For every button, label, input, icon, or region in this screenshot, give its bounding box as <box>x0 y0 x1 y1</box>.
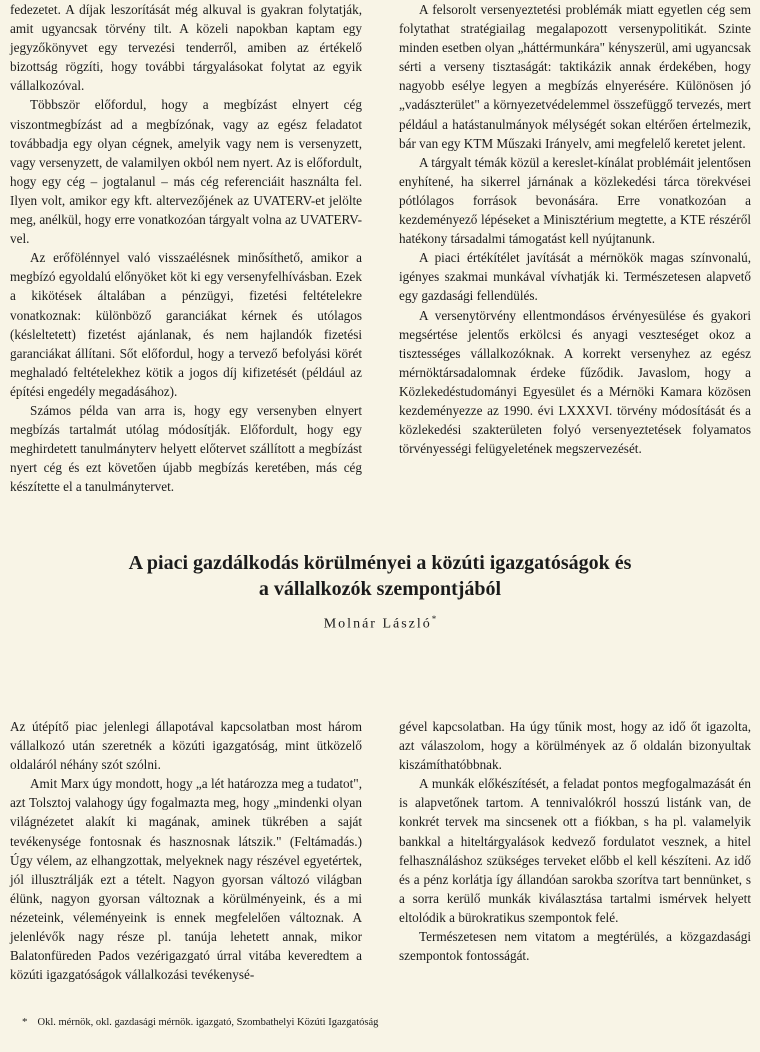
paragraph: gével kapcsolatban. Ha úgy tűnik most, hogy az idő őt igazolta, azt válaszolom, hogy a körülmények az ő oldalán bizonyultak kiszámíthatóbbnak. <box>399 719 751 773</box>
bottom-right-column <box>399 717 751 965</box>
author-name: Molnár László <box>323 616 432 632</box>
paragraph: A piaci értékítélet javítását a mérnökök magas színvonalú, igényes szakmai munkával vívhatják ki. Természetesen alapvető egy gazdasági fellendülés. <box>399 250 751 304</box>
top-left-column <box>10 0 362 496</box>
article-header <box>0 550 760 633</box>
footnote-text: Okl. mérnök, okl. gazdasági mérnök. igazgató, Szombathelyi Közúti Igazgatóság <box>37 1017 379 1028</box>
paragraph: Az útépítő piac jelenlegi állapotával kapcsolatban most három vállalkozó után szeretnék a közúti igazgatóság, mint ütközelő oldaláról néhány szót szólni. <box>10 719 362 773</box>
author-footnote-mark: * <box>431 614 437 624</box>
article-author <box>0 614 760 633</box>
paragraph: fedezetet. A díjak leszorítását még alkuval is gyakran folytatják, amit ugyancsak törvény tilt. A közeli napokban kaptam egy jegyzőkönyvet egy tervezési tenderről, amiben az értékelő bizottság rögzíti, hogy további tárgyalásokat folytat az egyik vállalkozóval. <box>10 2 362 94</box>
paragraph: Számos példa van arra is, hogy egy versenyben elnyert megbízás tartalmát utólag módosítják. Előfordult, hogy egy meghirdetett tanulmányterv helyett előtervet szállított a megbízást nyert cég és ezt követően újabb megbízás keretében, más cég készítette el a tanulmánytervet. <box>10 402 362 495</box>
footnote <box>22 1015 742 1030</box>
title-line-1: A piaci gazdálkodás körülményei a közúti igazgatóságok és <box>128 552 632 574</box>
paragraph: A munkák előkészítését, a feladat pontos megfogalmazását én is alapvetőnek tartom. A tennivalókról hosszú listánk van, de konkrét tervek ma sincsenek ott a fiókban, s ha pl. valamelyik bankkal a hiteltárgyalások kedvező fordulatot vesznek, a hitel felhasználáshoz szükséges terveket előbb el kell készíteni. Az idő és a pénz korlátja így állandóan sarokba szorítva tart bennünket, s a sorra kerülő munkák kiválasztása tartalmi ismérvek helyett eltolódik a bürokratikus szempontok felé. <box>399 776 751 925</box>
paragraph: Az erőfölénnyel való visszaélésnek minősíthető, amikor a megbízó egyoldalú előnyöket köt ki egy versenyfelhívásban. Ezek a kikötések általában a pénzügyi, fizetési feltételekre vonatkoznak: különböző garanciákat kérnek és utólagos (késleltetett) fizetést ajánlanak, és nem hajlandók fizetési garanciákat állítani. Sőt előfordul, hogy a tervező befolyási körét meghaladó feltételekhez kötik a jogos díj kifizetését (például az építési engedély megadásához). <box>10 250 362 399</box>
paragraph: A versenytörvény ellentmondásos érvényesülése és gyakori megsértése jelentős erkölcsi és anyagi veszteséget okoz a tisztességes vállalkozóknak. A korrekt versenyhez az egész mérnöktársadalomnak érdeke fűződik. Javaslom, hogy a Közlekedéstudományi Egyesület és a Mérnöki Kamara közösen kezdeményezze az 1990. évi LXXXVI. törvény módosítását és a közlekedési szakterületen folyó versenyeztetések folyamatos törvényességi felügyeletének megszervezését. <box>399 307 751 457</box>
paragraph: Természetesen nem vitatom a megtérülés, a közgazdasági szempontok fontosságát. <box>399 929 751 964</box>
paragraph: A felsorolt versenyeztetési problémák miatt egyetlen cég sem folytathat stratégiailag megalapozott versenypolitikát. Szinte minden esetben olyan „háttérmunkára" kényszerül, ami ugyancsak sérti a verseny tisztaságát: taktikázik annak érdekében, hogy nagyobb esélye legyen a megbízás elnyerésére. Különösen jó „vadászterület" a környezetvédelemmel összefüggő tervezés, mert például a hatástanulmányok mélységét sokan eltérően értelmezik, bár van egy KTM Műszaki Irányelv, ami megfelelő keretet jelent. <box>399 2 751 151</box>
paragraph: Többször előfordul, hogy a megbízást elnyert cég viszontmegbízást ad a megbízónak, vagy az egész feladatot továbbadja egy olyan cégnek, amelyik vagy nem is versenyzett, vagy versenyzett, de valamilyen okból nem nyert. Az is előfordult, hogy egy cég – jogtalanul – más cég referenciáit használta fel. Ilyen volt, amikor egy kft. altervezőjének az UVATERV-et jelölte meg, anélkül, hogy erre vonatkozóan tárgyalt volna az UVATERV-vel. <box>10 97 362 247</box>
paragraph: Amit Marx úgy mondott, hogy „a lét határozza meg a tudatot", azt Tolsztoj valahogy úgy fogalmazta meg, hogy „mindenki olyan világnézetet alakít ki magának, aminek tükrében a saját tevékenysége fontosnak és hasznosnak látszik." (Feltámadás.) Úgy vélem, az elhangzottak, melyeknek nagy részével egyetértek, jól illusztrálják ezt a tételt. Nagyon gyorsan változó világban élünk, nagyon gyorsan változnak a körülményeink, és a mi nézeteink, véleményeink is ennek megfelelően változnak. A jelenlévők nagy része pl. tanúja lehetett annak, mikor Balatonfüreden Pados vezérigazgató úrral vitába keveredtem a közúti igazgatóságok vállalkozási tevékenysé- <box>10 776 362 983</box>
top-right-column <box>399 0 751 458</box>
article-title <box>0 550 760 602</box>
bottom-left-column <box>10 717 362 984</box>
title-line-2: a vállalkozók szempontjából <box>258 578 502 600</box>
footnote-mark: * <box>22 1016 28 1028</box>
paragraph: A tárgyalt témák közül a kereslet-kínálat problémáit jelentősen enyhítené, ha sikerrel járnának a közlekedési tárca törekvései pótlólagos források bevonására. Erre vonatkozóan a kezdeményező lépéseket a Minisztérium megtette, a KTE részéről hatékony társadalmi támogatást kell nyújtanunk. <box>399 154 751 247</box>
